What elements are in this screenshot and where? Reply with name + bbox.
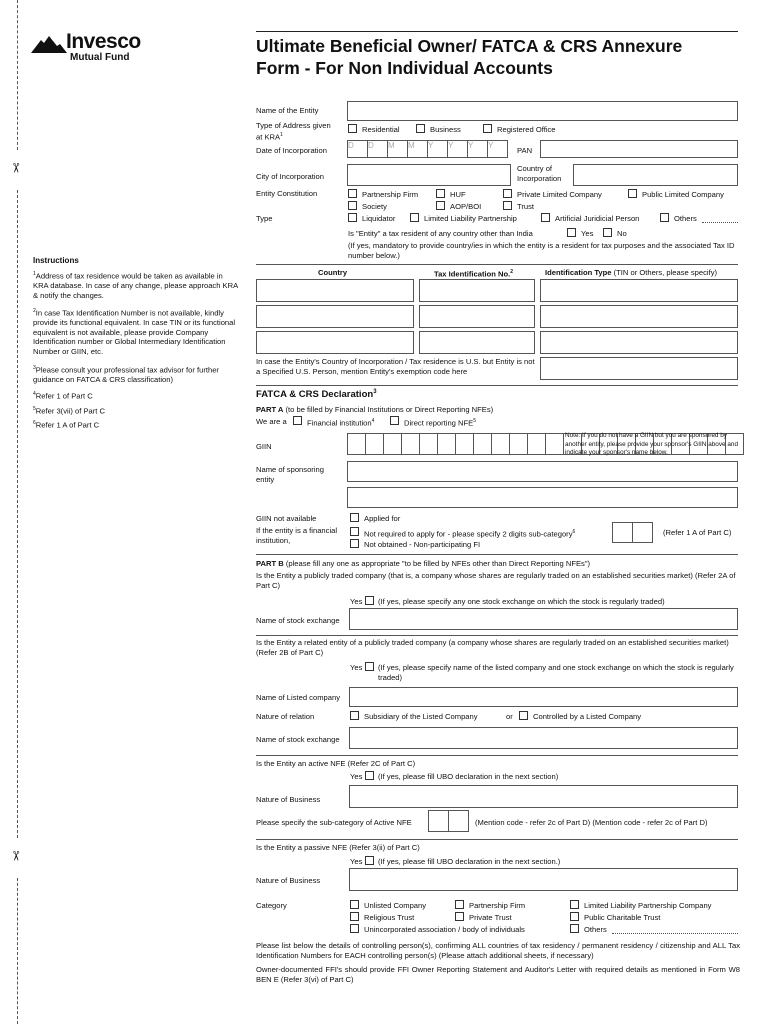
q1-text: Is the Entity a publicly traded company (that is, a company whose shares are regularly traded on an established securities market) (Refer 2A of Part C) bbox=[256, 571, 736, 590]
q3-yes-checkbox[interactable] bbox=[365, 771, 374, 780]
part-a-heading: PART A (to be filled by Financial Institutions or Direct Reporting NFEs) bbox=[256, 405, 494, 414]
partnership-firm-cat-label: Partnership Firm bbox=[469, 901, 526, 910]
giin-note: Note: If you do not have a GIIN but you are sponsored by another entity, please provide your sponsor's GIIN above and indicate your sponsor's name below. bbox=[565, 432, 739, 456]
entity-name-label: Name of the Entity bbox=[256, 106, 319, 115]
country-cell[interactable] bbox=[256, 331, 414, 354]
nature-business-2-label: Nature of Business bbox=[256, 876, 321, 885]
unincorporated-label: Unincorporated association / body of individuals bbox=[364, 925, 525, 934]
id-type-cell[interactable] bbox=[540, 331, 738, 354]
registered-office-label: Registered Office bbox=[497, 125, 556, 134]
exemption-code-field[interactable] bbox=[540, 357, 738, 380]
q1-yes-label: Yes bbox=[350, 597, 363, 606]
applied-checkbox[interactable] bbox=[350, 513, 359, 522]
subsidiary-label: Subsidiary of the Listed Company bbox=[364, 712, 478, 721]
country-incorp-field[interactable] bbox=[573, 164, 738, 186]
ajp-checkbox[interactable] bbox=[541, 213, 550, 222]
partnership-firm-label: Partnership Firm bbox=[362, 190, 419, 199]
not-required-checkbox[interactable] bbox=[350, 527, 359, 536]
fi-label: Financial institution$^4$ bbox=[307, 418, 375, 428]
unincorporated-checkbox[interactable] bbox=[350, 924, 359, 933]
sponsor-label: Name of sponsoring entity bbox=[256, 465, 324, 484]
private-trust-label: Private Trust bbox=[469, 913, 512, 922]
q1-note: (If yes, please specify any one stock exchange on which the stock is regularly traded) bbox=[378, 597, 665, 606]
brand-sub: Mutual Fund bbox=[70, 52, 130, 63]
date-cell[interactable]: Y bbox=[447, 140, 468, 158]
brand-name: Invesco bbox=[66, 30, 141, 53]
huf-label: HUF bbox=[450, 190, 466, 199]
q2-note: (If yes, please specify name of the listed company and one stock exchange on which the stock is regularly traded) bbox=[378, 663, 734, 682]
tin-cell[interactable] bbox=[419, 331, 535, 354]
listed-company-field[interactable] bbox=[349, 687, 738, 707]
date-cell[interactable]: Y bbox=[487, 140, 508, 158]
trust-checkbox[interactable] bbox=[503, 201, 512, 210]
instructions-heading: Instructions bbox=[33, 256, 79, 265]
date-cell[interactable]: M bbox=[407, 140, 428, 158]
cut-line-bottom bbox=[17, 878, 18, 1024]
q3-yes-label: Yes bbox=[350, 772, 363, 781]
others-type-line[interactable] bbox=[702, 222, 738, 223]
stock-exchange-2-field[interactable] bbox=[349, 727, 738, 749]
drnfe-checkbox[interactable] bbox=[390, 416, 399, 425]
doi-label: Date of Incorporation bbox=[256, 146, 327, 155]
constitution-label: Entity Constitution bbox=[256, 189, 318, 198]
aop-boi-label: AOP/BOI bbox=[450, 202, 482, 211]
tax-resident-yes-label: Yes bbox=[581, 229, 594, 238]
others-type-checkbox[interactable] bbox=[660, 213, 669, 222]
tax-resident-no-label: No bbox=[617, 229, 627, 238]
tin-cell[interactable] bbox=[419, 279, 535, 302]
or-label: or bbox=[506, 712, 513, 721]
tax-resident-question: Is "Entity" a tax resident of any country other than India bbox=[348, 229, 533, 238]
fatca-heading: FATCA & CRS Declaration$^3$ bbox=[256, 389, 377, 401]
instruction-item: $^6$Refer 1 A of Part C bbox=[33, 420, 100, 430]
fi-checkbox[interactable] bbox=[293, 416, 302, 425]
fatca-rule bbox=[256, 385, 738, 386]
subcategory-field[interactable] bbox=[612, 522, 652, 543]
private-ltd-checkbox[interactable] bbox=[503, 189, 512, 198]
q1-yes-checkbox[interactable] bbox=[365, 596, 374, 605]
country-incorp-label: Country of Incorporation bbox=[517, 164, 562, 183]
refer-1a-label: (Refer 1 A of Part C) bbox=[663, 528, 732, 537]
registered-office-checkbox[interactable] bbox=[483, 124, 492, 133]
country-cell[interactable] bbox=[256, 305, 414, 328]
religious-trust-label: Religious Trust bbox=[364, 913, 415, 922]
huf-checkbox[interactable] bbox=[436, 189, 445, 198]
stock-exchange-field[interactable] bbox=[349, 608, 738, 630]
unlisted-company-checkbox[interactable] bbox=[350, 900, 359, 909]
public-charitable-trust-label: Public Charitable Trust bbox=[584, 913, 661, 922]
q3-rule bbox=[256, 755, 738, 756]
sponsor-field-2[interactable] bbox=[347, 487, 738, 508]
others-cat-line[interactable] bbox=[612, 933, 738, 934]
nature-business-field[interactable] bbox=[349, 785, 738, 808]
q4-rule bbox=[256, 839, 738, 840]
we-are-label: We are a bbox=[256, 417, 287, 426]
residential-checkbox[interactable] bbox=[348, 124, 357, 133]
ajp-label: Artificial Juridicial Person bbox=[555, 214, 640, 223]
country-cell[interactable] bbox=[256, 279, 414, 302]
instruction-item: $^2$In case Tax Identification Number is not available, kindly provide its functional equivalent. In case TIN or its functional equivalent is not available, please provide Company Identification number or Global Intermediary Identification Number or GIIN, etc. bbox=[33, 308, 236, 356]
tax-table-top-rule bbox=[256, 264, 738, 265]
business-label: Business bbox=[430, 125, 461, 134]
q2-text: Is the Entity a related entity of a publicly traded company (a company whose shares are regularly traded on an established securities market) (Refer 2B of Part C) bbox=[256, 638, 729, 657]
date-cell[interactable]: D bbox=[347, 140, 368, 158]
others-cat-checkbox[interactable] bbox=[570, 924, 579, 933]
entity-name-field[interactable] bbox=[347, 101, 738, 121]
doi-field[interactable] bbox=[347, 140, 507, 158]
date-cell[interactable]: Y bbox=[427, 140, 448, 158]
pan-field[interactable] bbox=[540, 140, 738, 158]
type-label: Type bbox=[256, 214, 273, 223]
page-title-line2: Form - For Non Individual Accounts bbox=[256, 58, 553, 78]
partnership-firm-checkbox[interactable] bbox=[348, 189, 357, 198]
nature-business-label: Nature of Business bbox=[256, 795, 321, 804]
city-field[interactable] bbox=[347, 164, 511, 186]
page-title-line1: Ultimate Beneficial Owner/ FATCA & CRS Annexure bbox=[256, 36, 683, 56]
listed-company-label: Name of Listed company bbox=[256, 693, 340, 702]
scissor-icon: ✂ bbox=[8, 850, 24, 862]
q3-text: Is the Entity an active NFE (Refer 2C of Part C) bbox=[256, 759, 416, 768]
controlled-label: Controlled by a Listed Company bbox=[533, 712, 642, 721]
nature-business-2-field[interactable] bbox=[349, 868, 738, 891]
others-type-label: Others bbox=[674, 214, 697, 223]
residential-label: Residential bbox=[362, 125, 400, 134]
q4-yes-checkbox[interactable] bbox=[365, 856, 374, 865]
giin-fi-label: If the entity is a financial institution, bbox=[256, 526, 338, 545]
col-tin: Tax Identification No.$^2$ bbox=[434, 269, 514, 279]
city-label: City of Incorporation bbox=[256, 172, 324, 181]
active-nfe-subcat-field[interactable] bbox=[428, 810, 468, 832]
unlisted-company-label: Unlisted Company bbox=[364, 901, 427, 910]
tin-cell[interactable] bbox=[419, 305, 535, 328]
cut-line-top bbox=[17, 0, 18, 150]
not-obtained-label: Not obtained - Non-participating FI bbox=[364, 540, 481, 549]
religious-trust-checkbox[interactable] bbox=[350, 912, 359, 921]
llp-label: Limited Liability Partnership bbox=[424, 214, 517, 223]
business-checkbox[interactable] bbox=[416, 124, 425, 133]
society-label: Society bbox=[362, 202, 387, 211]
subcat-note: (Mention code - refer 2c of Part D) (Mention code - refer 2c of Part D) bbox=[475, 818, 708, 827]
stock-exchange-2-label: Name of stock exchange bbox=[256, 735, 340, 744]
giin-label: GIIN bbox=[256, 442, 272, 451]
private-trust-checkbox[interactable] bbox=[455, 912, 464, 921]
public-charitable-trust-checkbox[interactable] bbox=[570, 912, 579, 921]
drnfe-label: Direct reporting NFE$^5$ bbox=[404, 418, 476, 428]
q3-note: (If yes, please fill UBO declaration in the next section) bbox=[378, 772, 559, 781]
date-cell[interactable]: Y bbox=[467, 140, 488, 158]
date-cell[interactable]: M bbox=[387, 140, 408, 158]
giin-na-label: GIIN not available bbox=[256, 514, 317, 523]
owner-documented-note: Owner-documented FFI's should provide FFI Owner Reporting Statement and Auditor's Letter with required details as mentioned in Form W8 BEN E (Refer 3(vi) of Part C) bbox=[256, 965, 740, 984]
q4-note: (If yes, please fill UBO declaration in the next section.) bbox=[378, 857, 561, 866]
sponsor-field-1[interactable] bbox=[347, 461, 738, 482]
llp-company-label: Limited Liability Partnership Company bbox=[584, 901, 712, 910]
not-required-label: Not required to apply for - please specify 2 digits sub-category$^6$ bbox=[364, 529, 576, 539]
llp-company-checkbox[interactable] bbox=[570, 900, 579, 909]
not-obtained-checkbox[interactable] bbox=[350, 539, 359, 548]
llp-checkbox[interactable] bbox=[410, 213, 419, 222]
category-label: Category bbox=[256, 901, 287, 910]
title-rule bbox=[256, 31, 738, 32]
pan-label: PAN bbox=[517, 146, 533, 155]
invesco-logo-icon bbox=[31, 34, 67, 54]
part-b-rule bbox=[256, 554, 738, 555]
date-cell[interactable]: D bbox=[367, 140, 388, 158]
aop-boi-checkbox[interactable] bbox=[436, 201, 445, 210]
liquidator-checkbox[interactable] bbox=[348, 213, 357, 222]
q4-yes-label: Yes bbox=[350, 857, 363, 866]
tax-resident-yes-checkbox[interactable] bbox=[567, 228, 576, 237]
tax-resident-note: (If yes, mandatory to provide country/ies in which the entity is a resident for tax purposes and the associated Tax ID number below.) bbox=[348, 241, 735, 260]
col-country: Country bbox=[318, 268, 348, 277]
id-type-cell[interactable] bbox=[540, 279, 738, 302]
id-type-cell[interactable] bbox=[540, 305, 738, 328]
q2-rule bbox=[256, 635, 738, 636]
subcat-label: Please specify the sub-category of Active NFE bbox=[256, 818, 412, 827]
q2-yes-label: Yes bbox=[350, 663, 363, 672]
us-exemption-note: In case the Entity's Country of Incorporation / Tax residence is U.S. but Entity is not a Specified U.S. Person, mention Entity's exemption code here bbox=[256, 357, 535, 376]
society-checkbox[interactable] bbox=[348, 201, 357, 210]
q2-yes-checkbox[interactable] bbox=[365, 662, 374, 671]
scissor-icon: ✂ bbox=[8, 162, 24, 174]
address-type-label: Type of Address given at KRA$^1$ bbox=[256, 121, 331, 142]
col-id-type: Identification Type (TIN or Others, please specify) bbox=[545, 268, 718, 277]
liquidator-label: Liquidator bbox=[362, 214, 396, 223]
private-ltd-label: Private Limited Company bbox=[517, 190, 602, 199]
instruction-item: $^3$Please consult your professional tax advisor for further guidance on FATCA & CRS classification) bbox=[33, 365, 219, 385]
public-ltd-checkbox[interactable] bbox=[628, 189, 637, 198]
stock-exchange-label: Name of stock exchange bbox=[256, 616, 340, 625]
controlling-persons-note: Please list below the details of controlling person(s), confirming ALL countries of tax residency / permanent residency / citizenship and ALL Tax Identification Numbers for EACH controlling person(s) (Please attach additional sheets, if necessary) bbox=[256, 941, 740, 960]
partnership-firm-cat-checkbox[interactable] bbox=[455, 900, 464, 909]
subsidiary-checkbox[interactable] bbox=[350, 711, 359, 720]
tax-resident-no-checkbox[interactable] bbox=[603, 228, 612, 237]
public-ltd-label: Public Limited Company bbox=[642, 190, 724, 199]
relation-label: Nature of relation bbox=[256, 712, 315, 721]
instruction-item: $^4$Refer 1 of Part C bbox=[33, 391, 93, 401]
controlled-checkbox[interactable] bbox=[519, 711, 528, 720]
trust-label: Trust bbox=[517, 202, 535, 211]
applied-label: Applied for bbox=[364, 514, 401, 523]
others-cat-label: Others bbox=[584, 925, 607, 934]
instruction-item: $^5$Refer 3(vii) of Part C bbox=[33, 406, 105, 416]
q4-text: Is the Entity a passive NFE (Refer 3(ii) of Part C) bbox=[256, 843, 420, 852]
part-b-heading: PART B (please fill any one as appropriate "to be filled by NFEs other than Direct Reporting NFEs") bbox=[256, 559, 591, 568]
instruction-item: $^1$Address of tax residence would be taken as available in KRA database. In case of any change, please approach KRA & notify the changes. bbox=[33, 271, 238, 300]
cut-line-middle bbox=[17, 190, 18, 838]
